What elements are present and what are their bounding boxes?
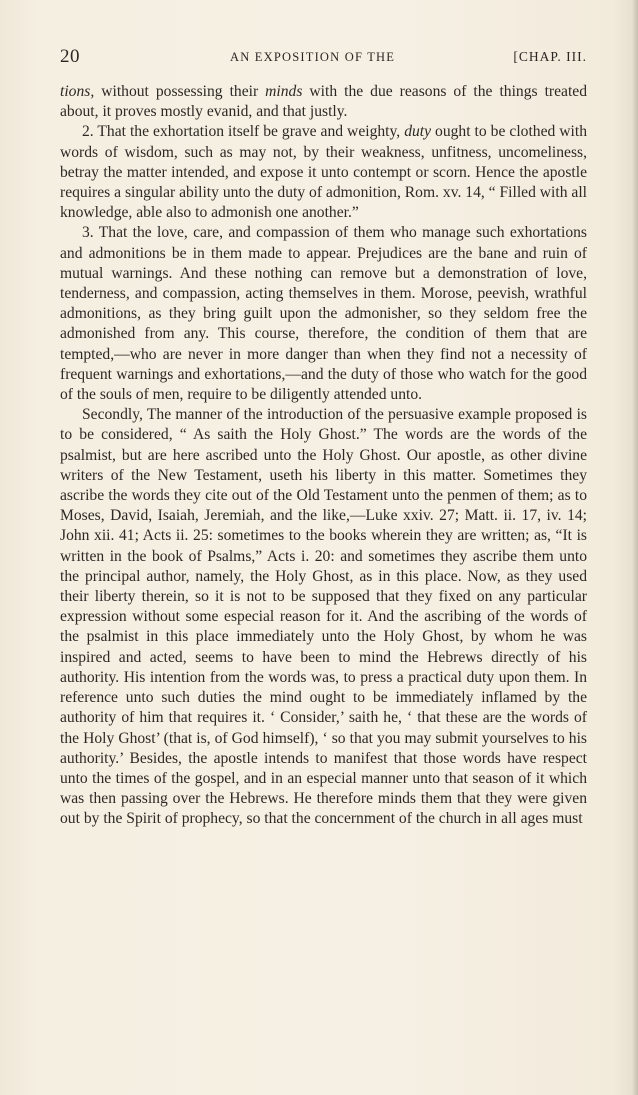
paragraph-secondly: Secondly, The manner of the introduction of the persuasive example proposed is to be considered, “ As saith the Holy Ghost.” The words are the words of the psalmist, but are here ascribed unto the Holy Ghost. Our apostle, as other divine writers of the New Testament, useth his liberty in this matter. Sometimes they ascribe the words they cite out of the Old Testament unto the penmen of them; as to Moses, David, Isaiah, Jeremiah, and the like,—Luke xxiv. 27; Matt. ii. 17, iv. 14; John xii. 41; Acts ii. 25: sometimes to the books wherein they are written; as, “It is written in the book of Psalms,” Acts i. 20: and sometimes they ascribe them unto the principal author, namely, the Holy Ghost, as in this place. Now, as they used their liberty therein, so it is not to be supposed that they fixed on any particular expression without some especial reason for it. And the ascribing of the words of the psalmist in this place immediately unto the Holy Ghost, by whom he was inspired and acted, seems to have been to mind the Hebrews directly of his authority. His intention from the words was, to press a practical duty upon them. In reference unto such duties the mind ought to be immediately inflamed by the authority of him that requires it. ‘ Consider,’ saith he, ‘ that these are the words of the Holy Ghost’ (that is, of God himself), ‘ so that you may submit yourselves to his authority.’ Besides, the apostle intends to manifest that those words have respect unto the times of the gospel, and in an especial manner unto that season of it which was then passing over the Hebrews. He therefore minds them that they were given out by the Spirit of prophecy, so that the concernment of the church in all ages must xyxy=(60,406,587,828)
running-head: AN EXPOSITION OF THE xyxy=(230,50,396,64)
paragraph-3: 3. That the love, care, and compassion of them who manage such exhortations and admonitions be in them made to appear. Prejudices are the bane and ruin of mutual warnings. And these nothing can remove but a demonstration of love, tenderness, and compassion, acting themselves in them. Morose, peevish, wrathful admonitions, as they bring guilt upon the admonisher, so they seldom free the admonished from any. This course, therefore, the condition of them that are tempted,—who are never in more danger than when they find not a necessity of frequent warnings and exhortations,—and the duty of those who watch for the good of the souls of men, require to be diligently attended unto. xyxy=(60,224,587,404)
page-edge-shadow xyxy=(632,0,638,1095)
paragraph-2: 2. That the exhortation itself be grave and weighty, duty ought to be clothed with words of wisdom, such as may not, by their weakness, unfitness, uncomeliness, betray the matter intended, and expose it unto contempt or scorn. Hence the apostle requires a singular ability unto the duty of admonition, Rom. xv. 14, “ Filled with all knowledge, able also to admonish one another.” xyxy=(60,123,588,222)
chapter-label: [CHAP. III. xyxy=(513,49,587,64)
italic-word: minds xyxy=(265,83,303,100)
page-number: 20 xyxy=(60,46,80,67)
body-text xyxy=(60,82,587,830)
page-header xyxy=(60,46,587,70)
paragraph-continuation: tions, without possessing their minds with the due reasons of the things treated about, it proves mostly evanid, and that justly. xyxy=(60,83,587,121)
italic-word: tions, xyxy=(60,83,95,100)
italic-word: duty xyxy=(404,123,432,141)
